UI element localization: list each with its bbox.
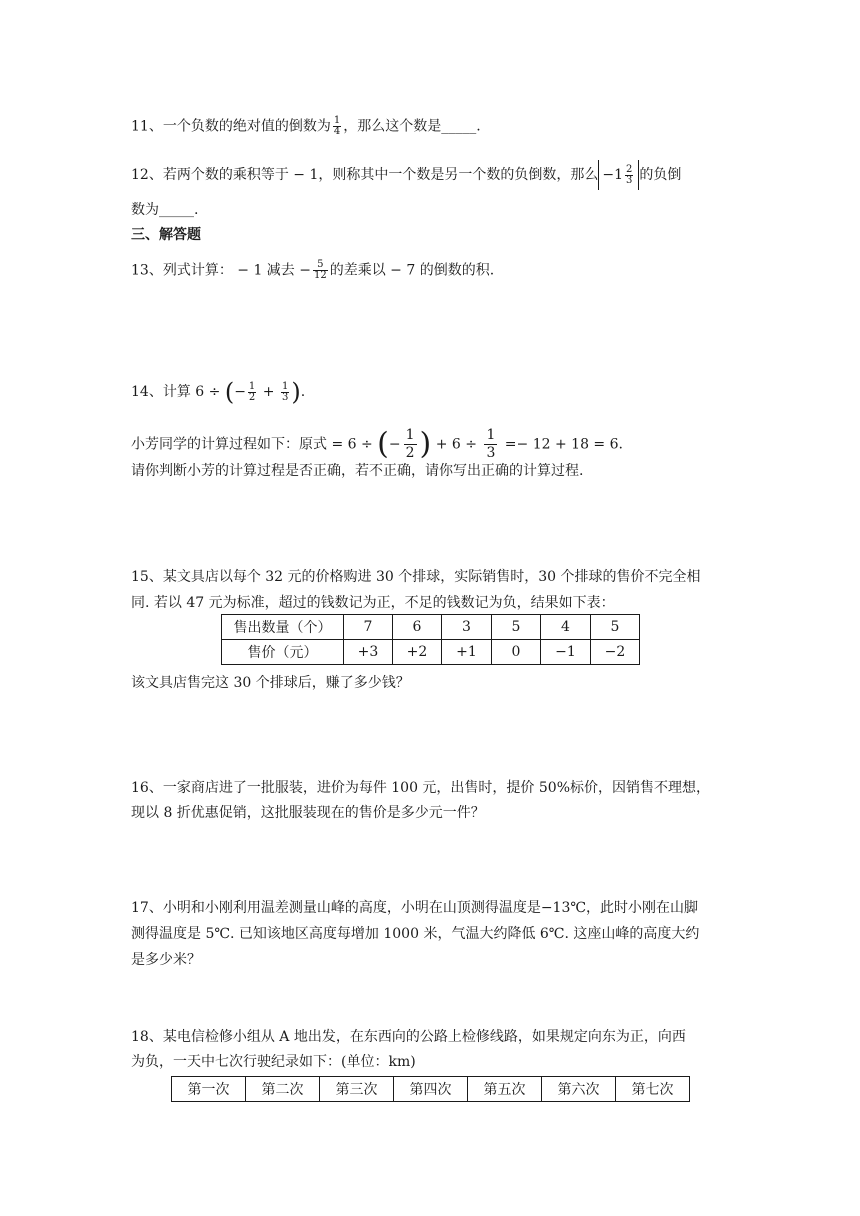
table-cell: −1 xyxy=(541,640,591,665)
solution-text: 小芳同学的计算过程如下：原式 = 6 ÷ xyxy=(131,436,378,453)
table-cell: 7 xyxy=(344,615,393,640)
question-15-line1: 15、某文具店以每个 32 元的价格购进 30 个排球，实际销售时，30 个排球的售价不完全相 xyxy=(131,569,701,585)
question-18-line1: 18、某电信检修小组从 A 地出发，在东西向的公路上检修线路，如果规定向东为正，向西 xyxy=(131,1029,686,1045)
question-12 xyxy=(131,160,681,190)
table-row xyxy=(222,615,640,640)
fraction: $\frac{1}{3}$ xyxy=(486,427,496,461)
question-16-line1: 16、一家商店进了一批服装，进价为每件 100 元，出售时，提价 50%标价，因销售不理想， xyxy=(131,780,711,796)
table-cell: 第二次 xyxy=(246,1077,320,1102)
table-cell: 售出数量（个） xyxy=(222,615,344,640)
table-cell: 第三次 xyxy=(320,1077,394,1102)
question-12-text: 12、若两个数的乘积等于 − 1，则称其中一个数是另一个数的负倒数，那么 xyxy=(131,167,599,183)
question-16-line2: 现以 8 折优惠促销，这批服装现在的售价是多少元一件？ xyxy=(131,805,485,821)
table-cell: −2 xyxy=(591,640,640,665)
question-14-instruction: 请你判断小芳的计算过程是否正确，若不正确，请你写出正确的计算过程. xyxy=(131,463,584,479)
question-18-line2: 为负，一天中七次行驶纪录如下：(单位：km) xyxy=(131,1054,416,1070)
table-cell: +2 xyxy=(393,640,442,665)
sales-table xyxy=(221,614,640,665)
fraction: $\frac{5}{12}$ xyxy=(313,259,327,281)
question-13-text: 13、列式计算： − 1 减去 − xyxy=(131,262,311,279)
fraction: $\frac{1}{2}$ xyxy=(405,427,415,461)
question-13 xyxy=(131,260,494,281)
section-heading: 三、解答题 xyxy=(131,227,201,243)
question-15-line3: 该文具店售完这 30 个排球后，赚了多少钱？ xyxy=(131,675,410,691)
question-13-tail: 的差乘以 − 7 的倒数的积. xyxy=(329,262,495,279)
question-14: 14、计算 6 ÷ (− $\frac{1}{2}$ + $\frac{1}{3}$ ). xyxy=(131,378,306,406)
question-12-line2: 数为_____. xyxy=(131,202,199,218)
table-cell: 第七次 xyxy=(616,1077,690,1102)
table-cell: 0 xyxy=(492,640,541,665)
fraction: $\frac{1}{2}$ xyxy=(248,380,256,403)
question-17-line1: 17、小明和小刚利用温差测量山峰的高度，小明在山顶测得温度是−13℃，此时小刚在山脚 xyxy=(131,900,699,916)
table-cell: +1 xyxy=(442,640,492,665)
fraction: $\frac{1}{4}$ xyxy=(333,115,341,137)
table-cell: 第五次 xyxy=(468,1077,542,1102)
table-cell: 第六次 xyxy=(542,1077,616,1102)
question-17-line3: 是多少米？ xyxy=(131,952,201,968)
table-cell: 5 xyxy=(492,615,541,640)
question-11-text: 11、一个负数的绝对值的倒数为 xyxy=(131,118,331,135)
table-cell: 第一次 xyxy=(172,1077,246,1102)
absolute-value-expression: −1 $\frac{2}{3}$ xyxy=(598,160,639,190)
table-cell: +3 xyxy=(344,640,393,665)
question-11-blank: ，那么这个数是_____. xyxy=(343,118,481,135)
question-12-tail: 的负倒 xyxy=(639,167,682,183)
question-14-solution: 小芳同学的计算过程如下：原式 = 6 ÷ (− $\frac{1}{2}$ ) + 6 ÷ $\frac{1}{3}$ =− 12 + 18 = 6. xyxy=(131,426,623,462)
table-cell: 4 xyxy=(541,615,591,640)
table-cell: 售价（元） xyxy=(222,640,344,665)
driving-record-table xyxy=(171,1076,690,1102)
table-cell: 第四次 xyxy=(394,1077,468,1102)
table-cell: 3 xyxy=(442,615,492,640)
question-17-line2: 测得温度是 5℃. 已知该地区高度每增加 1000 米，气温大约降低 6℃. 这座山峰的高度大约 xyxy=(131,926,700,942)
fraction: $\frac{1}{3}$ xyxy=(281,380,289,403)
question-14-text: 14、计算 6 ÷ xyxy=(131,384,225,400)
question-15-line2: 同. 若以 47 元为标准，超过的钱数记为正，不足的钱数记为负，结果如下表： xyxy=(131,595,615,611)
table-cell: 6 xyxy=(393,615,442,640)
table-row xyxy=(222,640,640,665)
question-11 xyxy=(131,116,481,137)
table-cell: 5 xyxy=(591,615,640,640)
table-row xyxy=(172,1077,690,1102)
